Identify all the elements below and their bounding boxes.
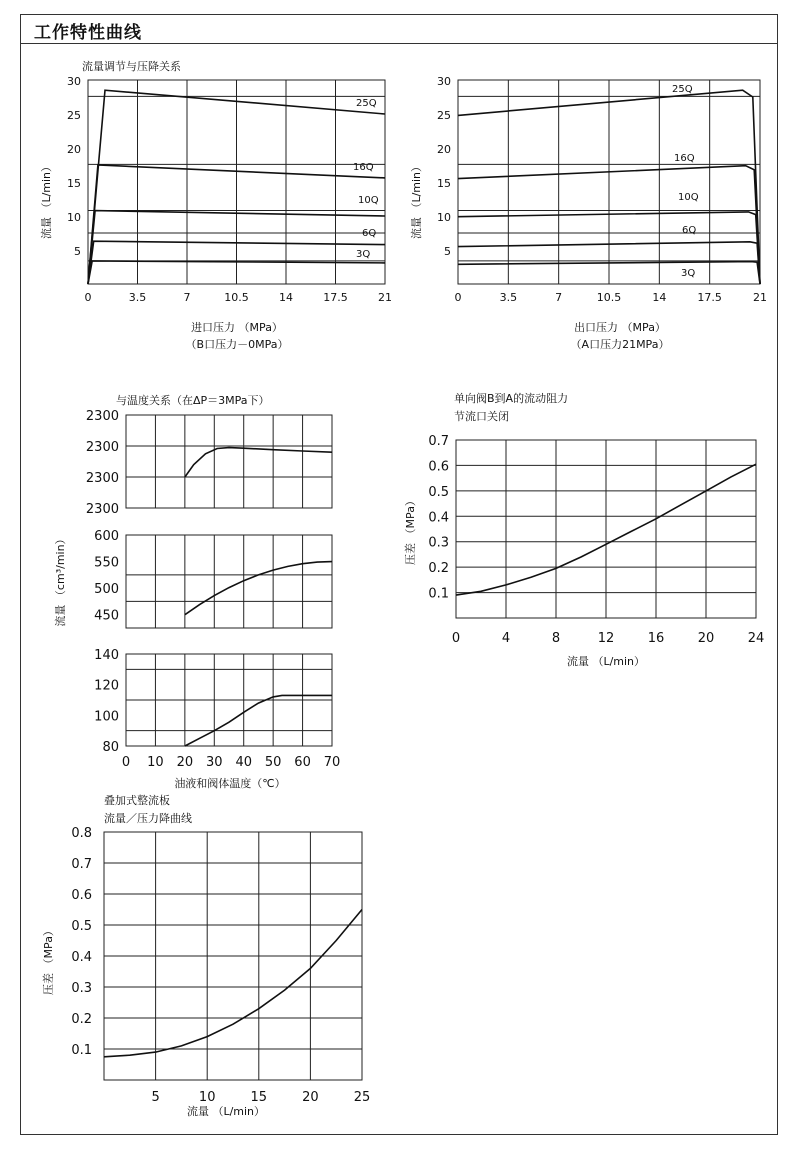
flow_vs_outlet-x-tick-label: 21 bbox=[753, 291, 767, 304]
check_valve-y-tick-label: 0.1 bbox=[428, 586, 449, 602]
stack_plate-y-axis-label: 压差 （MPa） bbox=[42, 925, 55, 995]
flow_vs_outlet-series-label: 25Q bbox=[672, 84, 693, 95]
temp_mid-y-tick-label: 500 bbox=[94, 582, 119, 598]
flow_vs_inlet-x-tick-label: 0 bbox=[84, 291, 92, 304]
temp_mid-series-line bbox=[185, 562, 332, 615]
check_valve-y-tick-label: 0.3 bbox=[428, 535, 449, 551]
flow_vs_outlet-y-tick-label: 5 bbox=[444, 245, 451, 258]
flow_vs_outlet-x-tick-label: 17.5 bbox=[697, 291, 722, 304]
flow_vs_inlet-series-label: 6Q bbox=[362, 228, 377, 239]
flow_vs_inlet-y-tick-label: 30 bbox=[67, 75, 81, 88]
stack_plate-x-axis-label: 流量 （L/min） bbox=[186, 1105, 266, 1118]
stack_plate-title: 叠加式整流板 bbox=[104, 794, 170, 807]
check_valve-title: 单向阀B到A的流动阻力 bbox=[454, 392, 569, 405]
flow_vs_inlet-y-axis-label: 流量 （L/min） bbox=[40, 160, 53, 240]
flow_vs_inlet-series-label: 16Q bbox=[353, 162, 374, 173]
temp_top-title: 与温度关系（在ΔP＝3MPa下） bbox=[116, 394, 270, 407]
temp_top-y-tick-label: 2300 bbox=[85, 502, 119, 517]
page-title: 工作特性曲线 bbox=[34, 23, 142, 43]
check_valve-y-tick-label: 0.2 bbox=[428, 561, 449, 577]
stack_plate-subtitle: 流量／压力降曲线 bbox=[104, 812, 192, 825]
flow_vs_outlet-y-axis-label: 流量 （L/min） bbox=[410, 160, 423, 240]
stack_plate-x-tick-label: 5 bbox=[151, 1090, 160, 1105]
temp_top-y-tick-label: 2300 bbox=[85, 409, 119, 424]
check_valve-x-tick-label: 16 bbox=[647, 631, 665, 646]
temp_bottom-x-tick-label: 0 bbox=[121, 755, 131, 770]
stack_plate-y-tick-label: 0.4 bbox=[71, 950, 92, 965]
flow_vs_outlet-x-axis-label: 出口压力 （MPa） bbox=[574, 321, 666, 334]
flow_vs_outlet-series-label: 10Q bbox=[678, 192, 699, 203]
temp_bottom-y-tick-label: 80 bbox=[102, 740, 119, 755]
stack_plate-x-tick-label: 10 bbox=[198, 1090, 216, 1105]
stack_plate-x-tick-label: 25 bbox=[353, 1090, 371, 1105]
temp_bottom-y-tick-label: 100 bbox=[94, 709, 119, 725]
flow_vs_inlet-x-tick-label: 17.5 bbox=[323, 291, 348, 304]
temp_mid-y-tick-label: 550 bbox=[94, 555, 119, 571]
check_valve-y-tick-label: 0.5 bbox=[428, 484, 449, 500]
flow_vs_outlet-series-label: 16Q bbox=[674, 153, 695, 164]
temp_mid-y-axis-label: 流量 （cm³/min） bbox=[54, 533, 67, 627]
flow_vs_inlet-x-tick-label: 7 bbox=[183, 291, 191, 304]
flow_vs_inlet-y-tick-label: 15 bbox=[67, 177, 81, 190]
flow_vs_inlet-x-tick-label: 3.5 bbox=[128, 291, 147, 304]
check_valve-y-tick-label: 0.4 bbox=[428, 510, 449, 526]
stack_plate-series-line bbox=[104, 910, 362, 1057]
stack_plate-y-tick-label: 0.5 bbox=[71, 919, 92, 934]
flow_vs_inlet-y-tick-label: 20 bbox=[67, 143, 81, 156]
check_valve-x-axis-label: 流量 （L/min） bbox=[566, 655, 646, 668]
flow_vs_inlet-x-axis-label: 进口压力 （MPa） bbox=[191, 321, 283, 334]
stack_plate-x-tick-label: 15 bbox=[250, 1090, 268, 1105]
check_valve-y-tick-label: 0.7 bbox=[428, 434, 449, 449]
flow_vs_outlet-y-tick-label: 15 bbox=[437, 177, 451, 190]
check_valve-x-tick-label: 24 bbox=[747, 631, 765, 646]
check_valve-x-tick-label: 12 bbox=[597, 631, 615, 646]
flow_vs_outlet-y-tick-label: 30 bbox=[437, 75, 451, 88]
temp_top-plot-frame bbox=[126, 415, 332, 508]
flow_vs_inlet-y-tick-label: 25 bbox=[67, 109, 81, 122]
flow_vs_inlet-x-tick-label: 10.5 bbox=[224, 291, 249, 304]
flow_vs_outlet-x-axis-sublabel: （A口压力21MPa） bbox=[570, 338, 670, 351]
temp_top-y-tick-label: 2300 bbox=[85, 471, 119, 486]
temp_bottom-x-tick-label: 40 bbox=[235, 755, 252, 770]
temp_bottom-y-tick-label: 140 bbox=[94, 648, 119, 663]
flow_vs_inlet-title: 流量调节与压降关系 bbox=[82, 60, 181, 73]
stack_plate-y-tick-label: 0.8 bbox=[71, 826, 92, 841]
check_valve-x-tick-label: 20 bbox=[697, 631, 715, 646]
flow_vs_outlet-x-tick-label: 10.5 bbox=[596, 291, 622, 304]
flow_vs_inlet-series-label: 3Q bbox=[356, 249, 371, 260]
stack_plate-y-tick-label: 0.7 bbox=[71, 857, 92, 872]
check_valve-x-tick-label: 8 bbox=[551, 631, 561, 646]
temp_mid-y-tick-label: 450 bbox=[94, 608, 119, 624]
check_valve-y-axis-label: 压差 （MPa） bbox=[404, 495, 417, 565]
temp_bottom-x-axis-label: 油液和阀体温度（℃） bbox=[174, 777, 286, 790]
flow_vs_inlet-series-label: 25Q bbox=[356, 98, 377, 109]
flow_vs_inlet-x-axis-sublabel: （B口压力－0MPa） bbox=[185, 338, 289, 351]
check_valve-subtitle: 节流口关闭 bbox=[454, 410, 509, 423]
temp_bottom-x-tick-label: 50 bbox=[264, 755, 282, 770]
temp_top-y-tick-label: 2300 bbox=[85, 440, 119, 455]
temp_mid-y-tick-label: 600 bbox=[94, 529, 119, 544]
flow_vs_inlet-y-tick-label: 5 bbox=[74, 245, 81, 258]
stack_plate-y-tick-label: 0.1 bbox=[71, 1043, 92, 1058]
flow_vs_outlet-y-tick-label: 25 bbox=[437, 109, 451, 122]
flow_vs_outlet-series-label: 3Q bbox=[681, 268, 696, 279]
stack_plate-x-tick-label: 20 bbox=[302, 1090, 319, 1105]
temp_bottom-x-tick-label: 70 bbox=[323, 755, 341, 770]
check_valve-y-tick-label: 0.6 bbox=[428, 459, 449, 475]
flow_vs_outlet-y-tick-label: 20 bbox=[437, 143, 451, 156]
temp_bottom-x-tick-label: 30 bbox=[206, 755, 223, 770]
temp_bottom-x-tick-label: 10 bbox=[147, 755, 164, 770]
stack_plate-y-tick-label: 0.2 bbox=[71, 1012, 92, 1027]
flow_vs_inlet-x-tick-label: 21 bbox=[378, 291, 392, 304]
temp_bottom-x-tick-label: 20 bbox=[176, 755, 194, 770]
temp_bottom-x-tick-label: 60 bbox=[294, 755, 311, 770]
flow_vs_outlet-x-tick-label: 14 bbox=[652, 291, 667, 304]
flow_vs_outlet-x-tick-label: 3.5 bbox=[499, 291, 518, 304]
flow_vs_inlet-x-tick-label: 14 bbox=[279, 291, 293, 304]
flow_vs_outlet-y-tick-label: 10 bbox=[437, 211, 451, 224]
flow_vs_inlet-series-label: 10Q bbox=[358, 195, 379, 206]
flow_vs_inlet-y-tick-label: 10 bbox=[67, 211, 81, 224]
check_valve-x-tick-label: 0 bbox=[451, 631, 461, 646]
flow_vs_outlet-x-tick-label: 0 bbox=[454, 291, 462, 304]
temp_mid-plot-frame bbox=[126, 535, 332, 628]
check_valve-x-tick-label: 4 bbox=[501, 631, 511, 646]
temp_top-series-line bbox=[185, 448, 332, 477]
flow_vs_outlet-series-label: 6Q bbox=[682, 225, 697, 236]
temp_bottom-series-line bbox=[185, 695, 332, 746]
stack_plate-y-tick-label: 0.3 bbox=[71, 981, 92, 996]
stack_plate-y-tick-label: 0.6 bbox=[71, 888, 92, 903]
temp_bottom-y-tick-label: 120 bbox=[94, 678, 119, 694]
flow_vs_outlet-x-tick-label: 7 bbox=[555, 291, 563, 304]
